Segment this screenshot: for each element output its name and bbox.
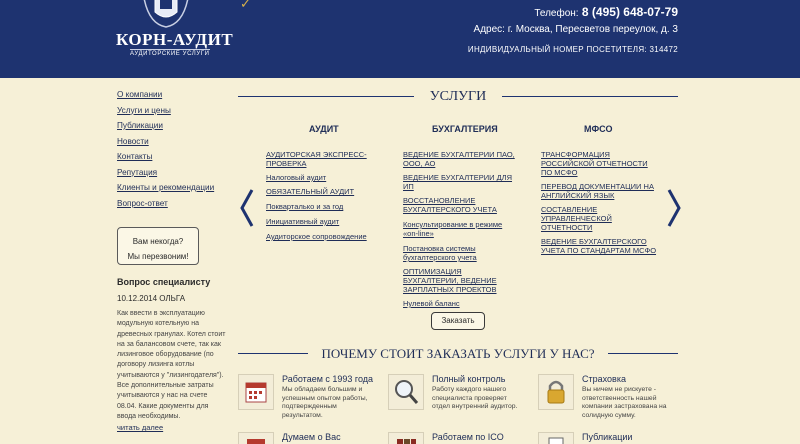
service-link[interactable]: Нулевой баланс [403,299,460,308]
logo-title[interactable]: КОРН-АУДИТ [116,30,234,49]
sidebar-link[interactable]: Вопрос-ответ [117,198,168,208]
sidebar-link[interactable]: Услуги и цены [117,105,171,115]
sidebar-item-clients[interactable] [117,183,227,199]
qa-title: Вопрос специалисту [117,277,211,287]
visitor-label: ИНДИВИДУАЛЬНЫЙ НОМЕР ПОСЕТИТЕЛЯ: [467,45,647,54]
service-link[interactable]: ВЕДЕНИЕ БУХГАЛТЕРСКОГО УЧЕТА ПО СТАНДАРТАМ МСФО [541,237,657,255]
service-link[interactable]: Консультирование в режиме «on-line» [403,220,503,238]
sidebar-link[interactable]: Клиенты и рекомендации [117,183,215,192]
check-icon: ✓ [240,0,251,11]
column-title-ifrs: МФСО [584,124,613,134]
document-icon [538,432,574,444]
column-title-audit: АУДИТ [309,124,339,134]
divider [502,96,678,97]
benefit-title: Думаем о Вас [282,432,341,442]
site-header [0,0,800,78]
benefit-text: Вы ничем не рискуете - ответственность нашей компании застрахована на солидную сумму. [582,386,667,419]
qa-date: 10.12.2014 [117,294,158,303]
sidebar-item-services[interactable] [117,106,227,122]
magnifier-icon [388,374,424,410]
phone-line [468,5,678,19]
qa-author: ОЛЬГА [159,294,186,303]
column-title-accounting: БУХГАЛТЕРИЯ [432,124,498,134]
benefit-text: Работу каждого нашего специалиста проверяет отдел внутренний аудитор. [432,386,518,411]
lock-icon [538,374,574,410]
address: Адрес: г. Москва, Пересветов переулок, д. 3 [473,24,678,35]
callback-line1: Вам некогда? [132,237,184,246]
sidebar-link[interactable]: О компании [117,90,163,99]
sidebar-link[interactable]: Новости [117,136,149,146]
services-title: УСЛУГИ [429,89,487,104]
sidebar-item-about[interactable] [117,90,227,106]
qa-read-more-link[interactable]: читать далее [117,423,164,432]
chevron-right-icon[interactable] [664,188,684,228]
divider [608,353,678,354]
benefit-title: Страховка [582,374,626,384]
sidebar-item-publications[interactable] [117,121,227,137]
chevron-left-icon[interactable] [237,188,257,228]
qa-text: Как ввести в эксплуатацию модульную котельную на древесных гранулах. Котел стоит на за балансовом счете, так как лизинговое оборудование (по договору лизинга котлы учитываются у "лизингодателя"). Все дополнительные затраты учитываются у нас на счете 08.04. Какие документы для ввода необходимы. [117,310,226,420]
services-heading [238,90,678,102]
sidebar-item-reputation[interactable] [117,168,227,184]
service-link[interactable]: Покварталько и за год [266,202,344,211]
sidebar-item-faq[interactable] [117,199,227,215]
service-link[interactable]: ПЕРЕВОД ДОКУМЕНТАЦИИ НА АНГЛИЙСКИЙ ЯЗЫК [541,182,654,200]
order-button[interactable]: Заказать [431,312,485,330]
benefit-text: Мы обладаем большим и успешным опытом работы, подтвержденным результатом. [282,386,368,419]
service-link[interactable]: Аудиторское сопровождение [266,232,367,241]
sidebar-link[interactable]: Репутация [117,167,158,177]
phone-label: Телефон: [534,8,579,19]
contact-info [468,5,678,54]
logo-subtitle: АУДИТОРСКИЕ УСЛУГИ [130,51,210,57]
visitor-value: 314472 [649,45,678,54]
callback-button[interactable] [117,227,199,265]
service-link[interactable]: АУДИТОРСКАЯ ЭКСПРЕСС-ПРОВЕРКА [266,150,367,168]
visitor-number [468,45,678,54]
service-link[interactable]: Инициативный аудит [266,217,340,226]
calendar-icon [238,374,274,410]
benefit-title: Работаем с 1993 года [282,374,374,384]
sidebar-item-news[interactable] [117,137,227,153]
service-link[interactable]: ВЕДЕНИЕ БУХГАЛТЕРИИ ПАО, ООО, АО [403,150,515,168]
why-title: ПОЧЕМУ СТОИТ ЗАКАЗАТЬ УСЛУГИ У НАС? [321,346,595,361]
sidebar-link[interactable]: Публикации [117,121,163,130]
gift-icon [238,432,274,444]
sidebar-nav [117,90,227,214]
sidebar-link[interactable]: Контакты [117,152,153,161]
why-heading [238,347,678,359]
service-link[interactable]: ВОССТАНОВЛЕНИЕ БУХГАЛТЕРСКОГО УЧЕТА [403,196,497,214]
service-link[interactable]: ОБЯЗАТЕЛЬНЫЙ АУДИТ [266,187,355,196]
callback-line2: Мы перезвоним! [127,252,189,261]
benefit-title: Полный контроль [432,374,506,384]
sidebar-item-contacts[interactable] [117,152,227,168]
crest-logo-icon[interactable] [141,0,191,28]
service-link[interactable]: СОСТАВЛЕНИЕ УПРАВЛЕНЧЕСКОЙ ОТЧЕТНОСТИ [541,205,612,232]
service-link[interactable]: Налоговый аудит [266,173,327,182]
benefit-title: Работаем по ICO [432,432,504,442]
service-link[interactable]: ВЕДЕНИЕ БУХГАЛТЕРИИ ДЛЯ ИП [403,173,513,191]
service-link[interactable]: ТРАНСФОРМАЦИЯ РОССИЙСКОЙ ОТЧЕТНОСТИ ПО МСФО [541,150,648,177]
books-icon [388,432,424,444]
benefit-title: Публикации [582,432,633,442]
service-link[interactable]: ОПТИМИЗАЦИЯ БУХГАЛТЕРИИ, ВЕДЕНИЕ ЗАРПЛАТНЫХ ПРОЕКТОВ [403,267,497,294]
qa-meta [117,294,185,303]
phone-number[interactable]: 8 (495) 648-07-79 [581,5,678,19]
service-link[interactable]: Постановка системы бухгалтерского учета [403,244,477,262]
